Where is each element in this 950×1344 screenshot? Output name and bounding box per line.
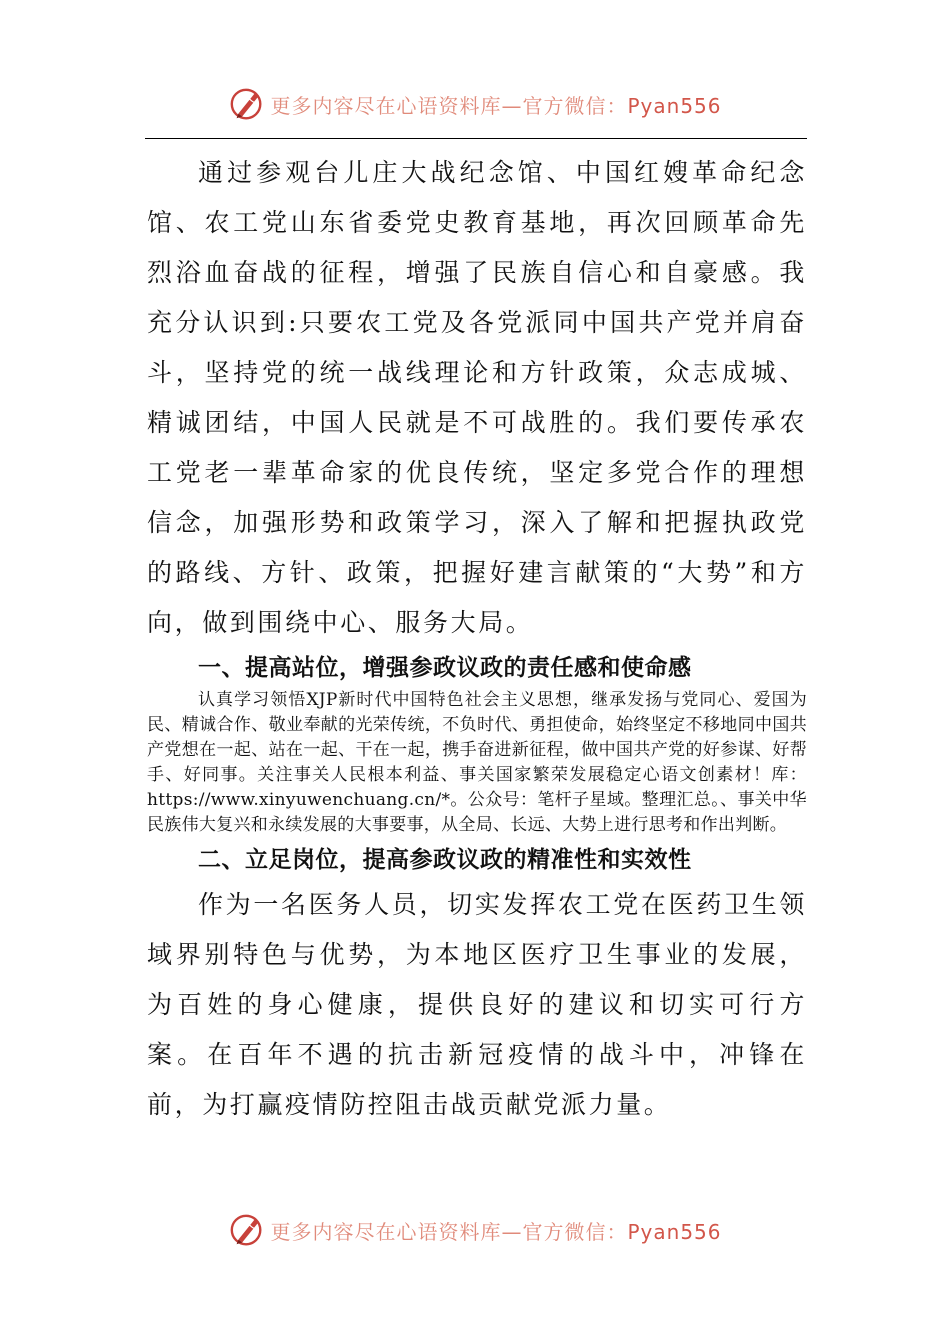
- banner-separator: —: [501, 93, 523, 118]
- brand-text: 更多内容尽在心语资料库: [270, 93, 502, 118]
- footer-banner: [0, 1208, 950, 1252]
- paragraph-section-2: 作为一名医务人员，切实发挥农工党在医药卫生领域界别特色与优势，为本地区医疗卫生事业的发展，为百姓的身心健康，提供良好的建议和切实可行方案。在百年不遇的抗击新冠疫情的战斗中，冲锋在前，为打赢疫情防控阻击战贡献党派力量。: [147, 890, 807, 1119]
- wechat-label: 官方微信：: [522, 1219, 628, 1244]
- paragraph-section-1: 认真学习领悟XJP新时代中国特色社会主义思想，继承发扬与党同心、爱国为民、精诚合作、敬业奉献的光荣传统，不负时代、勇担使命，始终坚定不移地同中国共产党想在一起、站在一起、干在一起，携手奋进新征程，做中国共产党的好参谋、好帮手、好同事。关注事关人民根本利益、事关国家繁荣发展稳定心语文创素材！库：https://www.xinyuwenchuang.cn/*。公众号：笔杆子星域。整理汇总。、事关中华民族伟大复兴和永续发展的大事要事，从全局、长远、大势上进行思考和作出判断。: [147, 690, 807, 835]
- wechat-id: Pyan556: [627, 1219, 722, 1244]
- header-rule: [145, 138, 807, 139]
- wechat-id: Pyan556: [627, 93, 722, 118]
- pen-logo-icon: [228, 1211, 266, 1249]
- brand-text: 更多内容尽在心语资料库: [270, 1219, 502, 1244]
- section-heading-1: 一、提高站位，增强参政议政的责任感和使命感: [198, 655, 692, 681]
- wechat-label: 官方微信：: [522, 93, 628, 118]
- banner-separator: —: [501, 1219, 523, 1244]
- section-heading-2: 二、立足岗位，提高参政议政的精准性和实效性: [198, 847, 692, 873]
- header-banner-text: [270, 90, 721, 119]
- header-banner: [0, 82, 950, 126]
- pen-logo-icon: [228, 85, 266, 123]
- paragraph-intro: 通过参观台儿庄大战纪念馆、中国红嫂革命纪念馆、农工党山东省委党史教育基地，再次回顾革命先烈浴血奋战的征程，增强了民族自信心和自豪感。我充分认识到:只要农工党及各党派同中国共产党并肩奋斗，坚持党的统一战线理论和方针政策，众志成城、精诚团结，中国人民就是不可战胜的。我们要传承农工党老一辈革命家的优良传统，坚定多党合作的理想信念，加强形势和政策学习，深入了解和把握执政党的路线、方针、政策，把握好建言献策的“大势”和方向，做到围绕中心、服务大局。: [147, 158, 807, 637]
- footer-banner-text: [270, 1216, 721, 1245]
- document-body: [147, 148, 807, 1130]
